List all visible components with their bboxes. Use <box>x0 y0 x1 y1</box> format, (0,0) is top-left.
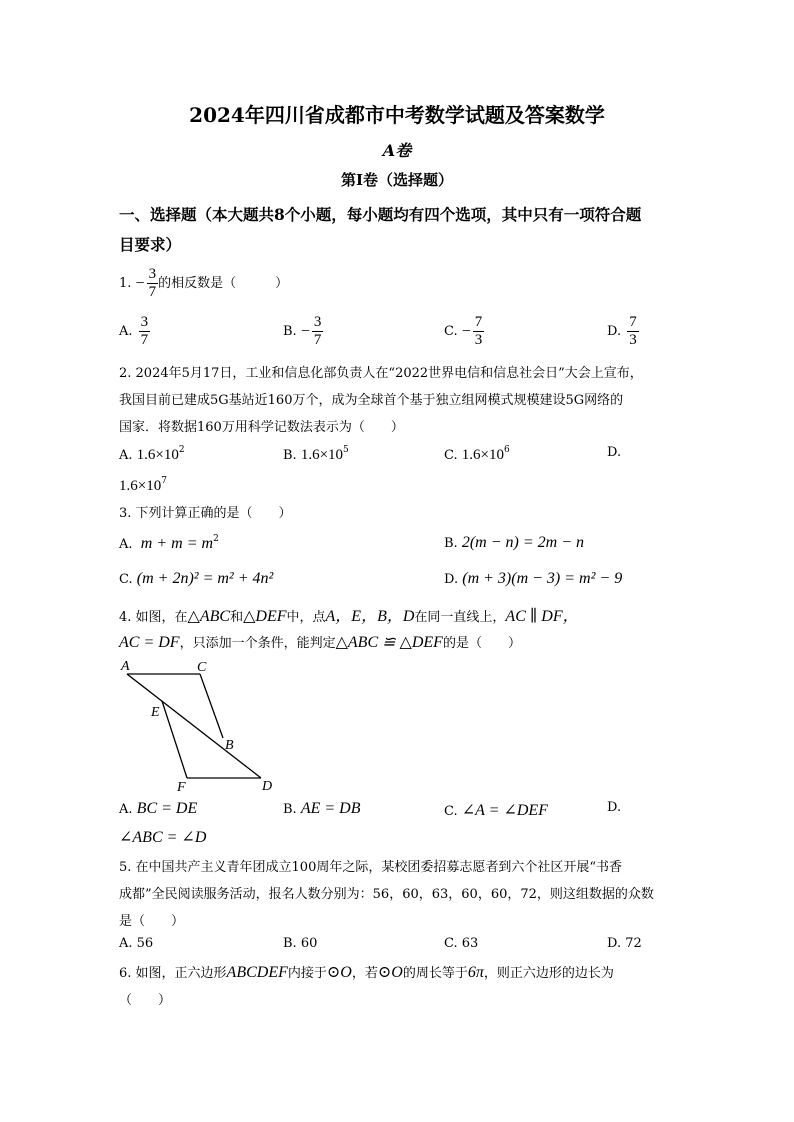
segment-ad <box>127 674 261 778</box>
q1-stem: 的相反数是（ ） <box>158 276 289 291</box>
segment-ef <box>162 701 187 778</box>
q5-option-d[interactable]: D. 72 <box>607 936 642 951</box>
q4-option-a[interactable]: A. BC = DE <box>119 800 198 817</box>
q2-option-d[interactable]: $1.6\times 10^7$ <box>119 476 167 494</box>
volume-label: A卷 <box>382 141 412 160</box>
q4-option-d[interactable]: ∠ABC = ∠D <box>119 829 207 846</box>
q3-option-b[interactable]: B. 2(m − n) = 2m − n <box>444 534 584 551</box>
q2-option-b[interactable]: B. $1.6\times 10^5$ <box>283 445 349 463</box>
point-d-label: D <box>262 779 273 794</box>
question-1 <box>119 266 288 301</box>
q1-fraction: $\frac{3}{7}$ <box>148 266 157 300</box>
segment-cb <box>200 674 223 738</box>
q4-line2: AC = DF，只添加一个条件，能判定△ABC ≌ △DEF的是（ ） <box>119 634 521 651</box>
point-f-label: F <box>177 780 186 795</box>
q5-option-b[interactable]: B. 60 <box>283 936 318 951</box>
point-b-label: B <box>225 738 234 753</box>
page-title: 2024年四川省成都市中考数学试题及答案数学 <box>189 103 605 127</box>
q1-option-a[interactable]: A. $\frac{3}{7}$ <box>119 314 149 348</box>
q1-number: 1. <box>119 276 132 291</box>
q3-option-a[interactable]: A. $m + m = m^2$ <box>119 534 219 552</box>
q5-line1: 5. 在中国共产主义青年团成立100周年之际，某校团委招募志愿者到六个社区开展“书香 <box>119 860 622 875</box>
q1-option-b[interactable]: B. − $\frac{3}{7}$ <box>283 314 322 348</box>
point-c-label: C <box>197 660 207 675</box>
q2-line2: 我国目前已建成5G基站近160万个，成为全球首个基于独立组网模式规模建设5G网络的 <box>119 393 624 408</box>
q2-option-c[interactable]: C. $1.6\times 10^6$ <box>444 445 510 463</box>
q4-option-d-label[interactable]: D. <box>607 800 622 815</box>
q3-stem: 3. 下列计算正确的是（ ） <box>119 506 292 521</box>
section-heading-line2: 目要求） <box>119 235 182 254</box>
q2-option-d-label[interactable]: D. <box>607 445 622 460</box>
q3-option-d[interactable]: D. (m + 3)(m − 3) = m² − 9 <box>444 570 623 587</box>
q4-line1: 4. 如图，在△ABC和△DEF中，点A，E，B，D在同一直线上，AC ∥ DF， <box>119 608 579 625</box>
q1-option-d[interactable]: D. $\frac{7}{3}$ <box>607 314 637 348</box>
q4-option-c[interactable]: C. ∠A = ∠DEF <box>444 802 548 819</box>
q1-neg: − <box>135 274 145 292</box>
point-a-label: A <box>121 659 130 674</box>
q6-line1: 6. 如图，正六边形ABCDEF内接于⊙O，若⊙O的周长等于6π，则正六边形的边长为 <box>119 964 614 981</box>
q4-figure <box>115 655 285 795</box>
q4-option-b[interactable]: B. AE = DB <box>283 800 361 817</box>
q5-option-a[interactable]: A. 56 <box>119 936 154 951</box>
q5-option-c[interactable]: C. 63 <box>444 936 479 951</box>
point-e-label: E <box>151 705 160 720</box>
q2-option-a[interactable]: A. $1.6\times 10^2$ <box>119 445 185 463</box>
section-heading-line1: 一、选择题（本大题共8个小题，每小题均有四个选项，其中只有一项符合题 <box>119 205 642 224</box>
q6-line2: （ ） <box>119 993 172 1008</box>
q5-line2: 成都”全民阅读服务活动，报名人数分别为：56，60，63，60，60，72，则这组数据的众数 <box>119 887 654 902</box>
q3-option-c[interactable]: C. (m + 2n)² = m² + 4n² <box>119 570 274 587</box>
q2-line1: 2. 2024年5月17日，工业和信息化部负责人在“2022世界电信和信息社会日”大会上宣布， <box>119 366 643 381</box>
q5-line3: 是（ ） <box>119 914 185 929</box>
q1-option-c[interactable]: C. − $\frac{7}{3}$ <box>444 314 483 348</box>
part-label: 第Ⅰ卷（选择题） <box>340 171 454 189</box>
q2-line3: 国家．将数据160万用科学记数法表示为（ ） <box>119 420 404 435</box>
